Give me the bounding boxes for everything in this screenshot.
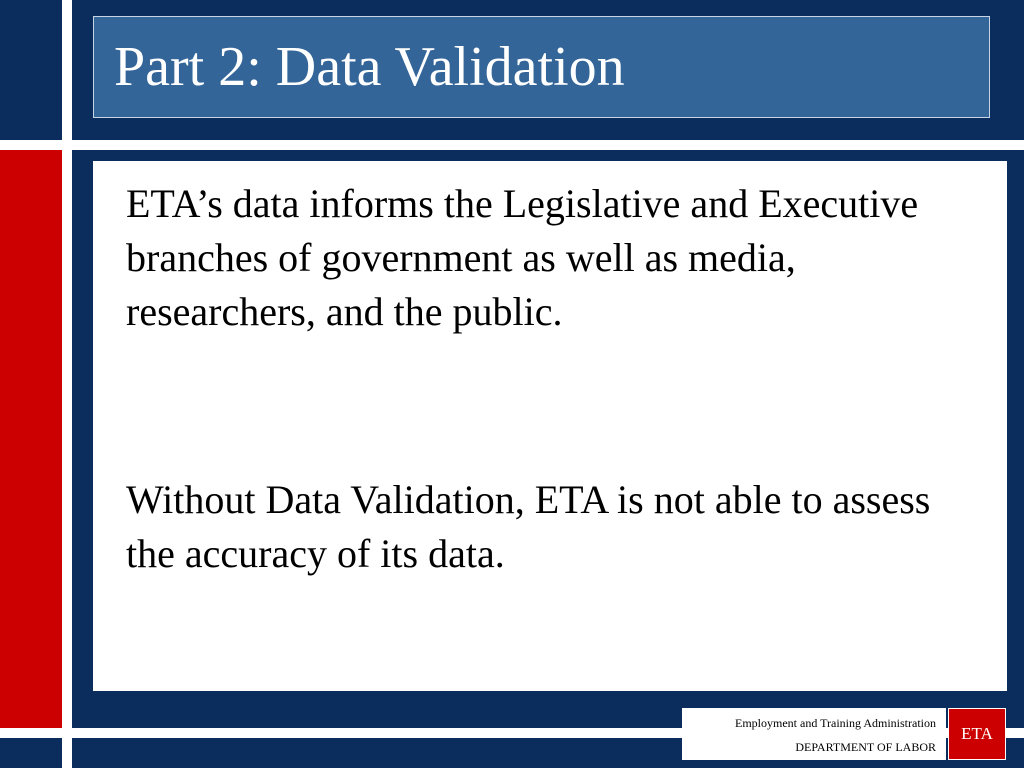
eta-badge-text: ETA	[961, 724, 993, 743]
top-left-panel	[0, 0, 62, 140]
title-box	[93, 16, 990, 118]
footer-label-box	[682, 708, 946, 760]
bottom-left-panel	[0, 738, 62, 768]
content-box	[93, 161, 1007, 691]
body-paragraph-1: ETA’s data informs the Legislative and Executive branches of government as well as media, researchers, and the public.	[126, 181, 919, 334]
left-red-bar	[0, 150, 62, 728]
footer-agency-name: Employment and Training Administration	[735, 716, 936, 730]
eta-logo-badge	[948, 708, 1006, 760]
body-paragraph-2: Without Data Validation, ETA is not able to assess the accuracy of its data.	[126, 477, 931, 576]
slide-title: Part 2: Data Validation	[114, 36, 625, 98]
footer-department-name: DEPARTMENT OF LABOR	[795, 740, 936, 754]
